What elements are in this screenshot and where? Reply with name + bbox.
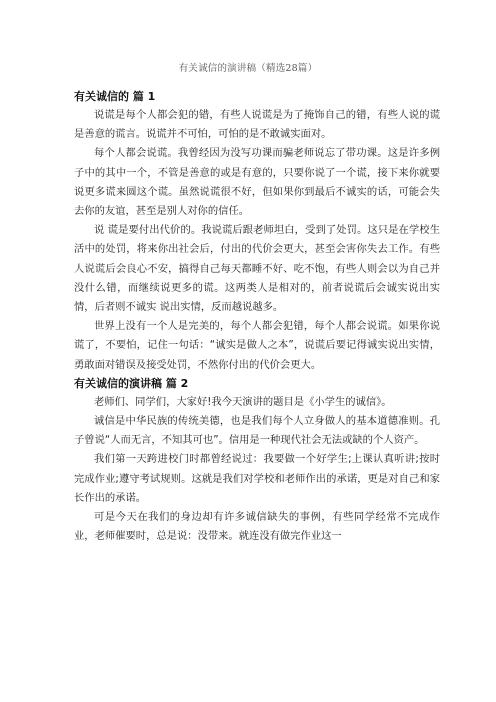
section-2 bbox=[74, 375, 440, 547]
section-title: 有关诚信的 篇 1 bbox=[74, 90, 156, 103]
paragraph: 说 谎是要付出代价的。我说谎后跟老师坦白，受到了处罚。这只是在学校生活中的处罚，将来你出社会后，付出的代价会更大，甚至会害你失去工作。有些人说谎后会良心不安，搞得自己每天都睡不好、吃不饱，有些人则会以为自己并没什么错，而继续说更多的谎。这两类人是相对的，前者说谎后会诚实说出实情，后者则不诚实 说出实情，反而越说越多。 bbox=[74, 224, 440, 314]
paragraph: 每个人都会说谎。我曾经因为没写功课而骗老师说忘了带功课。这是许多例子中的其中一个，不管是善意的或是有意的，只要你说了一个谎，接下来你就要说更多谎来圆这个谎。虽然说谎很不好，但如果你到最后不诚实的话，可能会失去你的友谊，甚至是别人对你的信任。 bbox=[74, 147, 440, 218]
paragraph: 说谎是每个人都会犯的错，有些人说谎是为了掩饰自己的错，有些人说的谎是善意的谎言。说谎并不可怕，可怕的是不敢诚实面对。 bbox=[74, 109, 440, 141]
paragraph: 老师们、同学们，大家好!我今天演讲的题目是《小学生的诚信》。 bbox=[94, 395, 392, 408]
section-title: 有关诚信的演讲稿 篇 2 bbox=[74, 376, 189, 390]
paragraph: 世界上没有一个人是完美的，每个人都会犯错，每个人都会说谎。如果你说谎了，不要怕，记住一句话：“诚实是做人之本”，说谎后要记得诚实说出实情，勇敢面对错误及接受处罚，不然你付出的代价会更大。 bbox=[74, 320, 440, 371]
document-header: 有关诚信的演讲稿（精选28篇） bbox=[178, 63, 318, 74]
section-1 bbox=[74, 88, 440, 375]
paragraph: 我们第一天跨进校门时都曾经说过：我要做一个好学生;上课认真听讲;按时完成作业;遵守考试规则。这就是我们对学校和老师作出的承诺，更是对自己和家长作出的承诺。 bbox=[74, 453, 440, 504]
document-body bbox=[74, 88, 440, 546]
paragraph: 可是今天在我们的身边却有许多诚信缺失的事例，有些同学经常不完成作业，老师催要时，总是说：没带来。就连没有做完作业这一 bbox=[74, 511, 440, 543]
paragraph: 诚信是中华民族的传统美德，也是我们每个人立身做人的基本道德准则。孔子曾说“人而无言，不知其可也”。信用是一种现代社会无法或缺的个人资产。 bbox=[74, 415, 440, 447]
